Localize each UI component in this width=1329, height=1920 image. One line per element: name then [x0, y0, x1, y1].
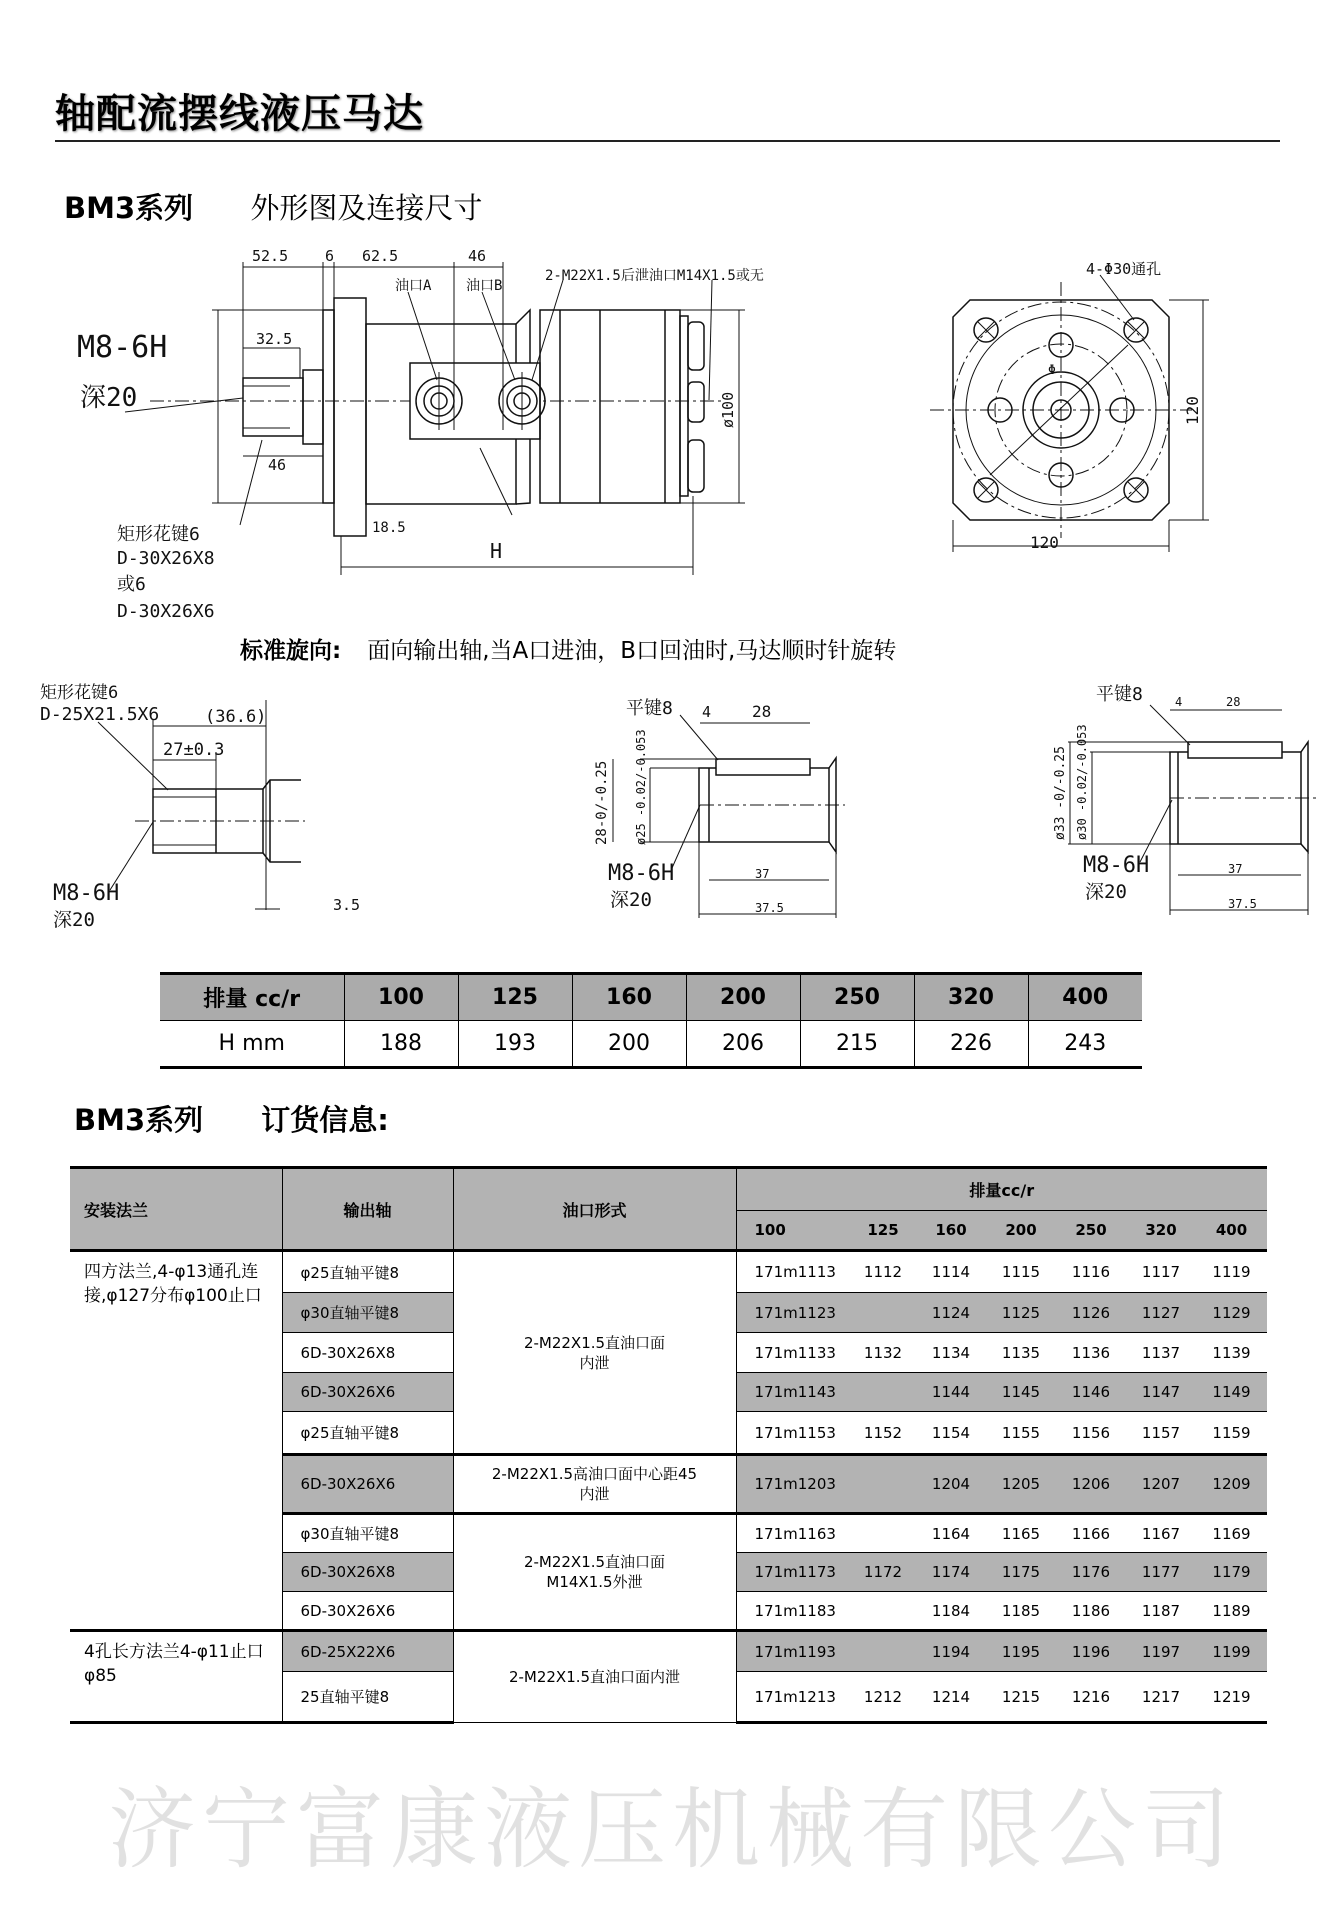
series-label: BM3系列 [74, 1103, 204, 1137]
motor-front-view [930, 260, 1209, 552]
shaft-cell: φ25直轴平键8 [282, 1251, 453, 1293]
model-code-cell: 1177 [1126, 1553, 1196, 1592]
spline-note: 矩形花键6 [117, 524, 200, 545]
spline-note: D-30X26X6 [117, 601, 215, 622]
model-code-cell: 1114 [916, 1251, 986, 1293]
h-value: 206 [686, 1021, 800, 1068]
model-code-cell: 1135 [986, 1333, 1056, 1373]
model-code-cell: 1209 [1196, 1455, 1267, 1514]
dim-label: 52.5 [252, 247, 289, 265]
h-value: 200 [572, 1021, 686, 1068]
series-label: BM3系列 [64, 191, 194, 225]
section-subtitle: 订货信息: [261, 1103, 389, 1137]
port-cell: 2-M22X1.5直油口面 M14X1.5外泄 [453, 1514, 736, 1631]
port-cell: 2-M22X1.5直油口面 内泄 [453, 1251, 736, 1455]
dim-label: 32.5 [256, 330, 293, 348]
port-cell: 2-M22X1.5直油口面内泄 [453, 1631, 736, 1723]
displacement-col-header: 100 [736, 1211, 850, 1251]
model-code-cell: 1149 [1196, 1373, 1267, 1412]
model-code-cell: 171m1183 [736, 1592, 850, 1631]
model-code-cell: 171m1123 [736, 1293, 850, 1333]
header-displacement: 排量cc/r [736, 1168, 1267, 1211]
model-code-cell: 171m1213 [736, 1672, 850, 1723]
displacement-col-header: 200 [986, 1211, 1056, 1251]
model-code-cell: 1175 [986, 1553, 1056, 1592]
model-code-cell: 1185 [986, 1592, 1056, 1631]
dim-label: (36.6) [205, 707, 267, 727]
model-code-cell: 171m1193 [736, 1631, 850, 1672]
displacement-value: 200 [686, 974, 800, 1021]
dim-label: 37 [755, 867, 770, 881]
model-code-cell: 1176 [1056, 1553, 1126, 1592]
shaft-cell: 6D-30X26X6 [282, 1592, 453, 1631]
displacement-col-header: 125 [850, 1211, 916, 1251]
model-code-cell: 1154 [916, 1412, 986, 1455]
dim-label: ø33 -0/-0.25 [1053, 746, 1068, 840]
displacement-value: 400 [1028, 974, 1142, 1021]
thread-label: M8-6H [608, 861, 675, 886]
model-code-cell: 1119 [1196, 1251, 1267, 1293]
rotation-text: 面向输出轴,当A口进油，B口回油时,马达顺时针旋转 [367, 638, 897, 664]
model-code-cell: 171m1153 [736, 1412, 850, 1455]
dim-label: 37.5 [1228, 897, 1257, 911]
model-code-cell: 1152 [850, 1412, 916, 1455]
model-code-cell: 1184 [916, 1592, 986, 1631]
dim-label: 28 [1226, 695, 1241, 709]
model-code-cell: 1115 [986, 1251, 1056, 1293]
model-code-cell: 1172 [850, 1553, 916, 1592]
model-code-cell: 1132 [850, 1333, 916, 1373]
flange-cell: 四方法兰,4-φ13通孔连接,φ127分布φ100止口 [70, 1251, 282, 1631]
shaft-cell: φ25直轴平键8 [282, 1412, 453, 1455]
port-a-label: 油口A [395, 278, 432, 294]
model-code-cell: 1146 [1056, 1373, 1126, 1412]
model-code-cell: 1145 [986, 1373, 1056, 1412]
model-code-cell: 1179 [1196, 1553, 1267, 1592]
model-code-cell: 1136 [1056, 1333, 1126, 1373]
dim-h-label: H [490, 539, 503, 563]
h-length-row [160, 1021, 1142, 1068]
order-row [70, 1631, 1267, 1672]
shaft-key-label: 平键8 [626, 698, 673, 719]
model-code-cell: 1117 [1126, 1251, 1196, 1293]
header-port: 油口形式 [453, 1168, 736, 1251]
thread-label: M8-6H [53, 881, 120, 906]
model-code-cell: 1112 [850, 1251, 916, 1293]
model-code-cell: 171m1163 [736, 1514, 850, 1553]
displacement-col-header: 160 [916, 1211, 986, 1251]
model-code-cell: 1167 [1126, 1514, 1196, 1553]
thread-label: M8-6H [1083, 853, 1150, 878]
displacement-row [160, 974, 1142, 1021]
dim-label: 37.5 [755, 901, 784, 915]
dim-label: 3.5 [333, 896, 361, 914]
depth-label: 深20 [610, 889, 652, 911]
shaft-cell: 6D-30X26X8 [282, 1553, 453, 1592]
model-code-cell: 171m1143 [736, 1373, 850, 1412]
model-code-cell: 171m1173 [736, 1553, 850, 1592]
model-code-cell: 1164 [916, 1514, 986, 1553]
model-code-cell: 1207 [1126, 1455, 1196, 1514]
spline-note: 或6 [117, 574, 146, 595]
model-code-cell: 1155 [986, 1412, 1056, 1455]
dim-label: 46 [268, 456, 287, 474]
model-code-cell [850, 1455, 916, 1514]
model-code-cell: 1214 [916, 1672, 986, 1723]
dim-label: 37 [1228, 862, 1243, 876]
displacement-value: 160 [572, 974, 686, 1021]
shaft-detail-spline [40, 683, 360, 931]
dim-label: 4 [702, 703, 712, 721]
displacement-col-header: 320 [1126, 1211, 1196, 1251]
model-code-cell [850, 1514, 916, 1553]
model-code-cell: 1196 [1056, 1631, 1126, 1672]
thread-label: M8-6H [77, 330, 168, 365]
model-code-cell [850, 1293, 916, 1333]
depth-label: 深20 [80, 383, 138, 413]
shaft-cell: 6D-30X26X6 [282, 1455, 453, 1514]
shaft-spec-label: D-25X21.5X6 [40, 704, 160, 725]
row-label: 排量 cc/r [160, 974, 344, 1021]
model-code-cell: 171m1113 [736, 1251, 850, 1293]
motor-side-view [77, 247, 764, 622]
shaft-cell: φ30直轴平键8 [282, 1293, 453, 1333]
model-code-cell: 1212 [850, 1672, 916, 1723]
model-code-cell: 1147 [1126, 1373, 1196, 1412]
displacement-col-header: 250 [1056, 1211, 1126, 1251]
shaft-cell: 6D-30X26X8 [282, 1333, 453, 1373]
shaft-cell: φ30直轴平键8 [282, 1514, 453, 1553]
header-shaft: 输出轴 [282, 1168, 453, 1251]
model-code-cell: 1127 [1126, 1293, 1196, 1333]
model-code-cell: 1157 [1126, 1412, 1196, 1455]
spline-note: D-30X26X8 [117, 548, 215, 569]
dim-label: 28 [752, 702, 772, 721]
rotation-direction-note [240, 632, 896, 665]
dim-label: 18.5 [372, 520, 406, 536]
model-code-cell: 1219 [1196, 1672, 1267, 1723]
model-code-cell [850, 1373, 916, 1412]
length-table [160, 972, 1142, 1069]
model-code-cell: 1139 [1196, 1333, 1267, 1373]
dim-label: 27±0.3 [163, 740, 225, 760]
model-code-cell [850, 1592, 916, 1631]
model-code-cell: 1187 [1126, 1592, 1196, 1631]
model-code-cell: 1124 [916, 1293, 986, 1333]
header-flange: 安装法兰 [70, 1168, 282, 1251]
model-code-cell: 1174 [916, 1553, 986, 1592]
h-value: 215 [800, 1021, 914, 1068]
port-cell: 2-M22X1.5高油口面中心距45 内泄 [453, 1455, 736, 1514]
displacement-value: 100 [344, 974, 458, 1021]
dim-label: 4 [1175, 695, 1183, 709]
shaft-detail-keyed-25 [594, 698, 845, 918]
dim-label: ø25 -0.02/-0.053 [634, 729, 648, 845]
dim-label: 46 [468, 247, 487, 265]
model-code-cell: 1186 [1056, 1592, 1126, 1631]
drain-port-note: 2-M22X1.5后泄油口M14X1.5或无 [545, 268, 764, 284]
model-code-cell: 1169 [1196, 1514, 1267, 1553]
ordering-table [70, 1166, 1267, 1724]
center-mark: Φ [1048, 363, 1056, 378]
dim-label: ø30 -0.02/-0.053 [1075, 724, 1089, 840]
h-value: 188 [344, 1021, 458, 1068]
model-code-cell: 1195 [986, 1631, 1056, 1672]
dim-label: 62.5 [362, 247, 399, 265]
flange-cell: 4孔长方法兰4-φ11止口φ85 [70, 1631, 282, 1723]
port-b-label: 油口B [466, 278, 503, 294]
shaft-key-label: 平键8 [1096, 684, 1143, 705]
model-code-cell: 1165 [986, 1514, 1056, 1553]
model-code-cell: 1205 [986, 1455, 1056, 1514]
header-row [70, 1168, 1267, 1211]
watermark: 济宁富康液压机械有限公司 [108, 1778, 1237, 1881]
shaft-detail-keyed-30 [1053, 684, 1320, 915]
h-value: 243 [1028, 1021, 1142, 1068]
model-code-cell: 1206 [1056, 1455, 1126, 1514]
model-code-cell: 1199 [1196, 1631, 1267, 1672]
model-code-cell: 1189 [1196, 1592, 1267, 1631]
order-row [70, 1251, 1267, 1293]
shaft-key-label: 矩形花键6 [40, 683, 119, 703]
row-label: H mm [160, 1021, 344, 1068]
model-code-cell: 1166 [1056, 1514, 1126, 1553]
model-code-cell: 1215 [986, 1672, 1056, 1723]
model-code-cell: 1129 [1196, 1293, 1267, 1333]
rotation-label: 标准旋向: [240, 638, 342, 664]
height-dim-label: 120 [1183, 396, 1202, 425]
section-subtitle: 外形图及连接尺寸 [250, 191, 483, 225]
model-code-cell: 1125 [986, 1293, 1056, 1333]
model-code-cell: 171m1133 [736, 1333, 850, 1373]
dim-label: ø100 [719, 391, 737, 428]
model-code-cell: 1204 [916, 1455, 986, 1514]
dim-label: 6 [325, 247, 335, 265]
displacement-value: 250 [800, 974, 914, 1021]
width-dim-label: 120 [1030, 533, 1059, 552]
shaft-cell: 25直轴平键8 [282, 1672, 453, 1723]
dim-label: 28-0/-0.25 [594, 760, 610, 845]
displacement-value: 320 [914, 974, 1028, 1021]
model-code-cell: 1144 [916, 1373, 986, 1412]
model-code-cell: 1134 [916, 1333, 986, 1373]
model-code-cell: 1126 [1056, 1293, 1126, 1333]
model-code-cell: 1194 [916, 1631, 986, 1672]
model-code-cell: 1217 [1126, 1672, 1196, 1723]
model-code-cell: 1156 [1056, 1412, 1126, 1455]
model-code-cell [850, 1631, 916, 1672]
shaft-cell: 6D-25X22X6 [282, 1631, 453, 1672]
displacement-col-header: 400 [1196, 1211, 1267, 1251]
model-code-cell: 1159 [1196, 1412, 1267, 1455]
document-title: 轴配流摆线液压马达 [55, 91, 424, 137]
model-code-cell: 171m1203 [736, 1455, 850, 1514]
depth-label: 深20 [1085, 881, 1127, 903]
model-code-cell: 1216 [1056, 1672, 1126, 1723]
h-value: 226 [914, 1021, 1028, 1068]
section-heading-ordering [74, 1098, 389, 1139]
displacement-value: 125 [458, 974, 572, 1021]
model-code-cell: 1197 [1126, 1631, 1196, 1672]
holes-label: 4-Φ30通孔 [1086, 260, 1162, 278]
shaft-cell: 6D-30X26X6 [282, 1373, 453, 1412]
model-code-cell: 1116 [1056, 1251, 1126, 1293]
model-code-cell: 1137 [1126, 1333, 1196, 1373]
depth-label: 深20 [53, 909, 95, 931]
h-value: 193 [458, 1021, 572, 1068]
